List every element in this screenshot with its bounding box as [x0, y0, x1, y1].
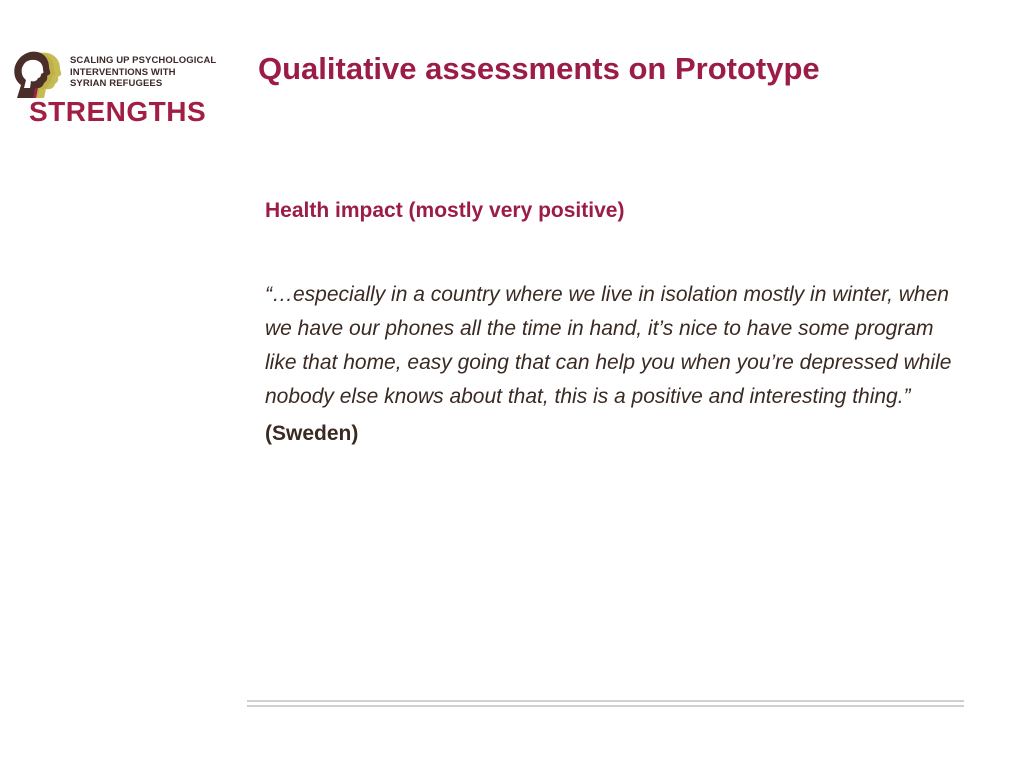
footer-divider-line: [247, 700, 964, 702]
section-subheading: Health impact (mostly very positive): [265, 199, 625, 222]
footer-divider-line: [247, 705, 964, 707]
logo-tagline-line: SCALING UP PSYCHOLOGICAL: [70, 55, 217, 66]
participant-quote: “…especially in a country where we live in isolation mostly in winter, when we have our phones all the time in hand, it’s nice to have some program like that home, easy going that can help you when you’re depressed while nobody else knows about that, this is a positive and interesting thing.”: [265, 283, 952, 408]
faces-profile-logo-icon: [14, 50, 72, 100]
quote-country: (Sweden): [265, 422, 359, 445]
slide-title: Qualitative assessments on Prototype: [258, 51, 820, 86]
logo-tagline-line: SYRIAN REFUGEES: [70, 78, 163, 89]
logo-wordmark: STRENGTHS: [29, 96, 207, 127]
logo-tagline-line: INTERVENTIONS WITH: [70, 66, 176, 78]
logo-tagline: [70, 55, 216, 90]
slide-content: [265, 196, 965, 449]
strengths-logo: [14, 46, 229, 132]
footer-divider: [247, 700, 964, 708]
